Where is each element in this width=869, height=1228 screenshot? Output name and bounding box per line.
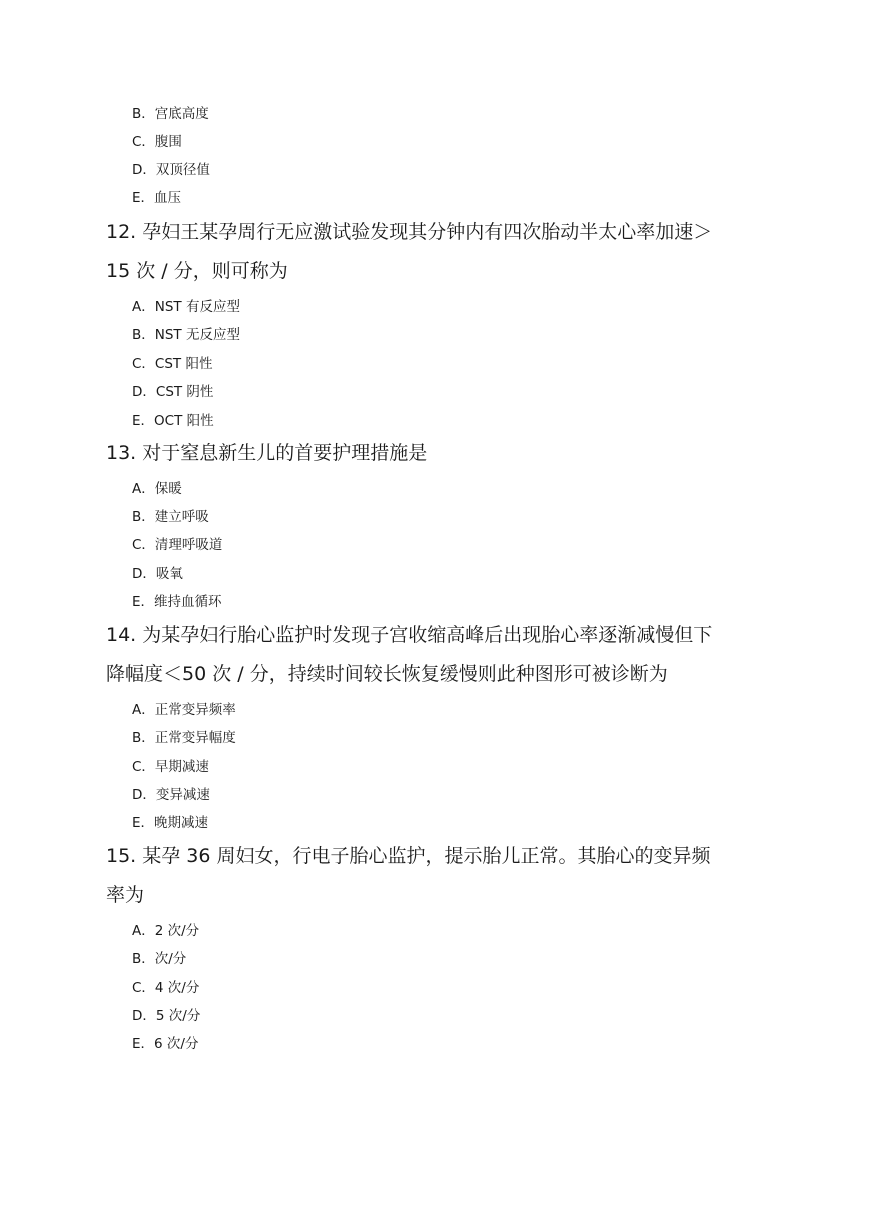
option-a: A．NST 有反应型 bbox=[132, 299, 240, 315]
option-c: C．4 次/分 bbox=[132, 980, 200, 996]
option-c: C．清理呼吸道 bbox=[132, 537, 223, 553]
option-d: D．双顶径值 bbox=[132, 162, 210, 178]
option-e: E．6 次/分 bbox=[132, 1036, 199, 1052]
question-15-stem-line2: 率为 bbox=[106, 884, 145, 906]
question-15-stem-line1: 15. 某孕 36 周妇女，行电子胎心监护，提示胎儿正常。其胎心的变异频 bbox=[106, 845, 711, 867]
option-b: B．建立呼吸 bbox=[132, 509, 209, 525]
question-12-stem-line1: 12. 孕妇王某孕周行无应激试验发现其分钟内有四次胎动半太心率加速＞ bbox=[106, 221, 713, 243]
option-c: C．早期减速 bbox=[132, 759, 209, 775]
option-a: A．2 次/分 bbox=[132, 923, 200, 939]
option-a: A．正常变异频率 bbox=[132, 702, 236, 718]
question-12-stem-line2: 15 次 / 分，则可称为 bbox=[106, 260, 288, 282]
option-d: D．5 次/分 bbox=[132, 1008, 201, 1024]
option-e: E．OCT 阳性 bbox=[132, 413, 214, 429]
option-c: C．腹围 bbox=[132, 134, 182, 150]
question-14-stem-line1: 14. 为某孕妇行胎心监护时发现子宫收缩高峰后出现胎心率逐渐减慢但下 bbox=[106, 624, 713, 646]
option-e: E．维持血循环 bbox=[132, 594, 222, 610]
option-b: B．宫底高度 bbox=[132, 106, 209, 122]
option-d: D．变异减速 bbox=[132, 787, 210, 803]
option-b: B．NST 无反应型 bbox=[132, 327, 240, 343]
question-13-stem-line1: 13. 对于窒息新生儿的首要护理措施是 bbox=[106, 442, 428, 464]
option-a: A．保暖 bbox=[132, 481, 182, 497]
option-c: C．CST 阳性 bbox=[132, 356, 213, 372]
option-e: E．血压 bbox=[132, 190, 182, 206]
option-b: B．正常变异幅度 bbox=[132, 730, 236, 746]
option-b: B．次/分 bbox=[132, 951, 187, 967]
option-e: E．晚期减速 bbox=[132, 815, 209, 831]
option-d: D．CST 阴性 bbox=[132, 384, 214, 400]
option-d: D．吸氧 bbox=[132, 566, 183, 582]
question-14-stem-line2: 降幅度＜50 次 / 分，持续时间较长恢复缓慢则此种图形可被诊断为 bbox=[106, 663, 668, 685]
